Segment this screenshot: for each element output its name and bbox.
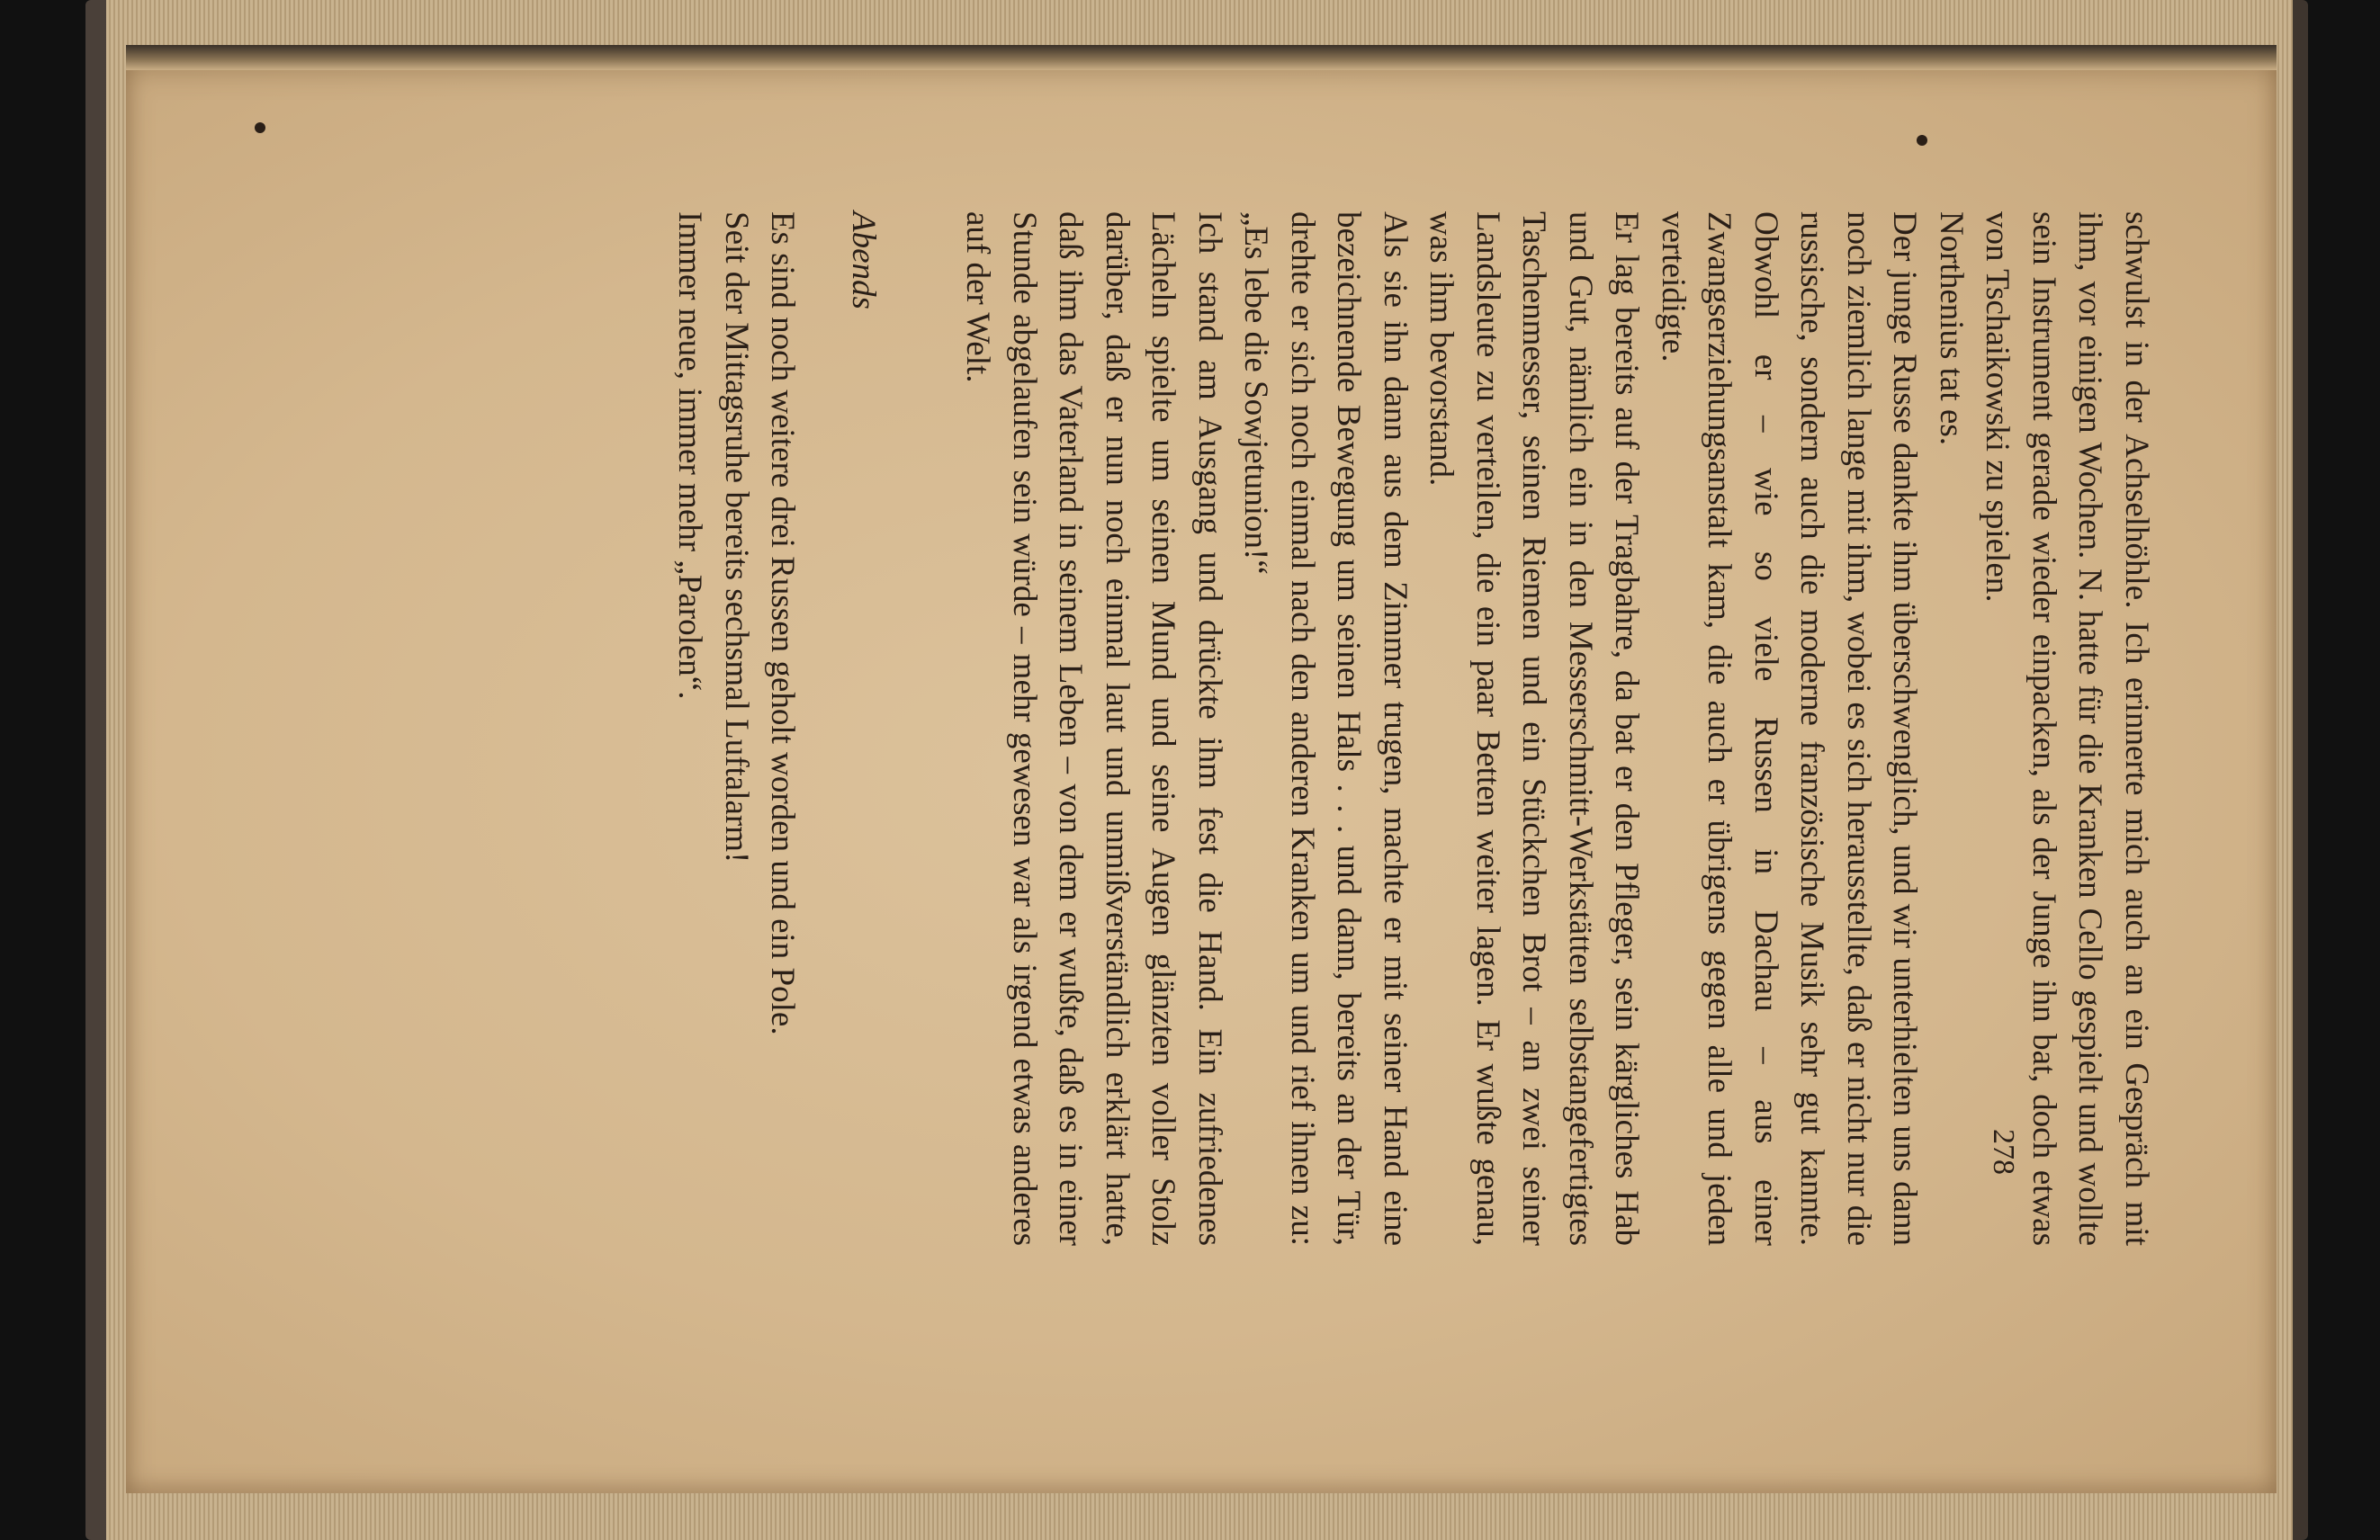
closing-line-1: Es sind noch weitere drei Russen geholt worden und ein Pole. xyxy=(764,211,802,1035)
paragraph-5: Als sie ihn dann aus dem Zimmer trugen, machte er mit seiner Hand eine bezeichnende Bewegung um seinen Hals . . . und dann, bereits an der Tür, drehte er sich noch einmal nach den anderen Kranken um und rief ihnen zu: „Es lebe die Sowjetunion!“ xyxy=(1237,211,1414,1246)
paragraph-6: Ich stand am Ausgang und drückte ihm fest die Hand. Ein zufriedenes Lächeln spielte um seinen Mund und seine Augen glänzten voller Stolz darüber, daß er nun noch einmal laut und unmißverständlich erklärt hatte, daß ihm das Vaterland in seinem Leben – von dem er wußte, daß es in einer Stunde abgelaufen sein würde – mehr gewesen war als irgend etwas anderes auf der Welt. xyxy=(959,211,1228,1246)
section-heading: Abends xyxy=(845,211,882,309)
paragraph-3: Der junge Russe dankte ihm überschwenglich, und wir unterhielten uns dann noch ziemlich lange mit ihm, wobei es sich herausstellte, daß er nicht nur die russische, sondern auch die moderne französische Musik sehr gut kannte. Obwohl er – wie so viele Russen in Dachau – aus einer Zwangserziehungsanstalt kam, die auch er übrigens gegen alle und jeden verteidigte. xyxy=(1655,211,1924,1246)
paragraph-4: Er lag bereits auf der Tragbahre, da bat er den Pfleger, sein kärgliches Hab und Gut, nämlich ein in den Messerschmitt-Werkstätten selbstangefertigtes Taschenmesser, seinen Riemen und ein Stückchen Brot – an zwei seiner Landsleute zu verteilen, die ein paar Betten weiter lagen. Er wußte genau, was ihm bevorstand. xyxy=(1423,211,1646,1246)
closing-line-2: Seit der Mittagsruhe bereits sechsmal Luftalarm! xyxy=(718,211,755,864)
page-number: 278 xyxy=(1987,1129,2020,1175)
ink-speck xyxy=(1917,135,1927,146)
page-text xyxy=(432,211,2160,1246)
paragraph-2: Northenius tat es. xyxy=(1933,211,1970,445)
closing-line-3: Immer neue, immer mehr „Parolen“. xyxy=(671,211,709,700)
paragraph-1: schwulst in der Achselhöhle. Ich erinnerte mich auch an ein Gespräch mit ihm, vor einigen Wochen. N. hatte für die Kranken Cello gespielt und wollte sein Instrument gerade wieder einpacken, als der Junge ihn bat, doch etwas von Tschaikowski zu spielen. xyxy=(1979,211,2155,1246)
book-spine xyxy=(126,45,2277,70)
ink-speck xyxy=(255,122,265,133)
